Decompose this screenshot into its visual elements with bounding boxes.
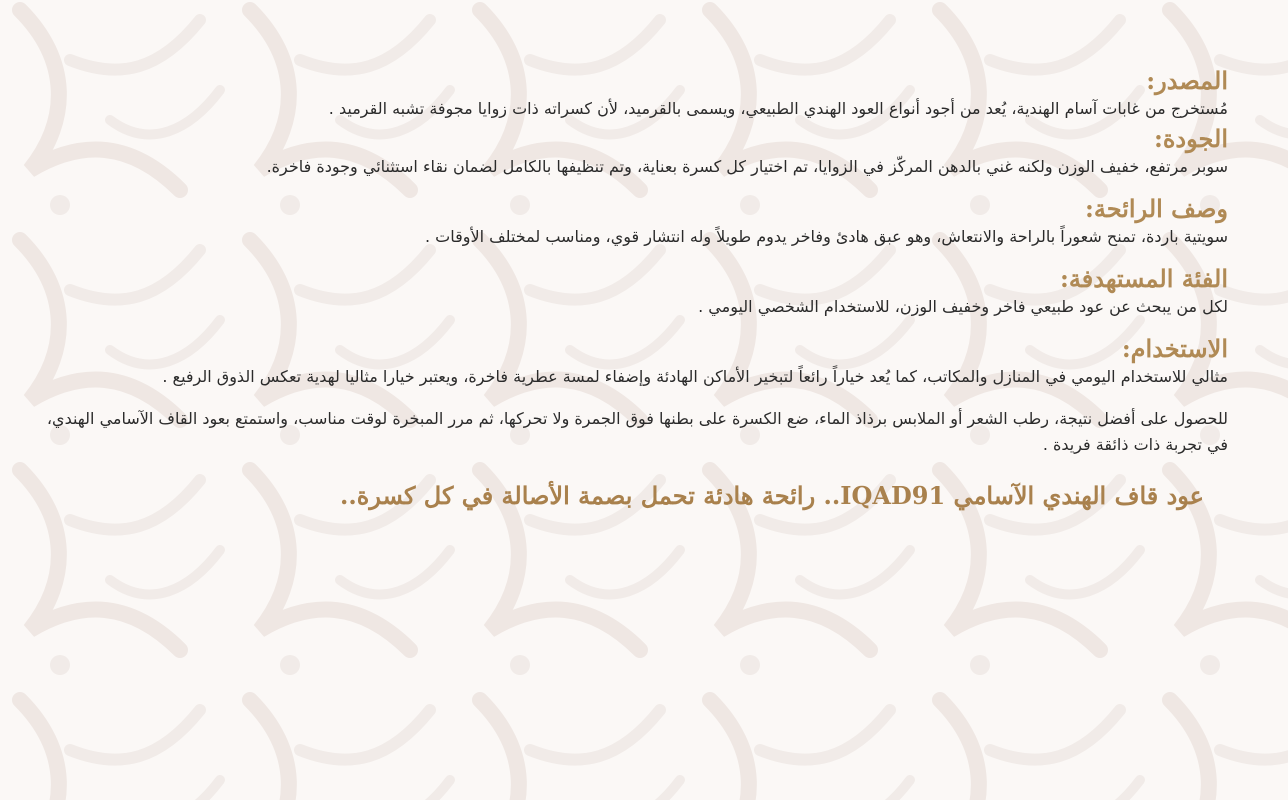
product-description xyxy=(36,66,1228,512)
section-text-source: مُستخرج من غابات آسام الهندية، يُعد من أجود أنواع العود الهندي الطبيعي، ويسمى بالقرميد، لأن كسراته ذات زوايا مجوفة تشبه القرميد . xyxy=(328,99,1228,118)
section-tip xyxy=(36,406,1228,458)
section-heading-target: الفئة المستهدفة: xyxy=(1060,264,1228,293)
section-source xyxy=(36,66,1228,122)
section-text-target: لكل من يبحث عن عود طبيعي فاخر وخفيف الوزن، للاستخدام الشخصي اليومي . xyxy=(698,297,1228,316)
section-quality xyxy=(36,124,1228,180)
section-heading-source: المصدر: xyxy=(1146,66,1228,95)
tagline: عود قاف الهندي الآسامي IQAD91.. رائحة هادئة تحمل بصمة الأصالة في كل كسرة.. xyxy=(340,481,1204,510)
section-text-usage: مثالي للاستخدام اليومي في المنازل والمكاتب، كما يُعد خياراً رائعاً لتبخير الأماكن الهادئة وإضفاء لمسة عطرية فاخرة، ويعتبر خيارا مثاليا لهدية تعكس الذوق الرفيع . xyxy=(162,367,1228,386)
section-text-tip: للحصول على أفضل نتيجة، رطب الشعر أو الملابس برذاذ الماء، ضع الكسرة على بطنها فوق الجمرة ولا تحركها، ثم مرر المبخرة لوقت مناسب، واستمتع بعود القاف الآسامي الهندي، في تجربة ذات ذائقة فريدة . xyxy=(46,409,1228,454)
section-text-quality: سوبر مرتفع، خفيف الوزن ولكنه غني بالدهن المركّز في الزوايا، تم اختيار كل كسرة بعناية، وتم تنظيفها بالكامل لضمان نقاء استثنائي وجودة فاخرة. xyxy=(266,157,1228,176)
section-heading-usage: الاستخدام: xyxy=(1121,334,1228,363)
section-text-scent: سويتية باردة، تمنح شعوراً بالراحة والانتعاش، وهو عبق هادئ وفاخر يدوم طويلاً وله انتشار قوي، ومناسب لمختلف الأوقات . xyxy=(424,227,1228,246)
section-target xyxy=(36,264,1228,320)
section-heading-scent: وصف الرائحة: xyxy=(1085,194,1228,223)
section-scent xyxy=(36,194,1228,250)
section-heading-quality: الجودة: xyxy=(1154,124,1228,153)
section-usage xyxy=(36,334,1228,390)
